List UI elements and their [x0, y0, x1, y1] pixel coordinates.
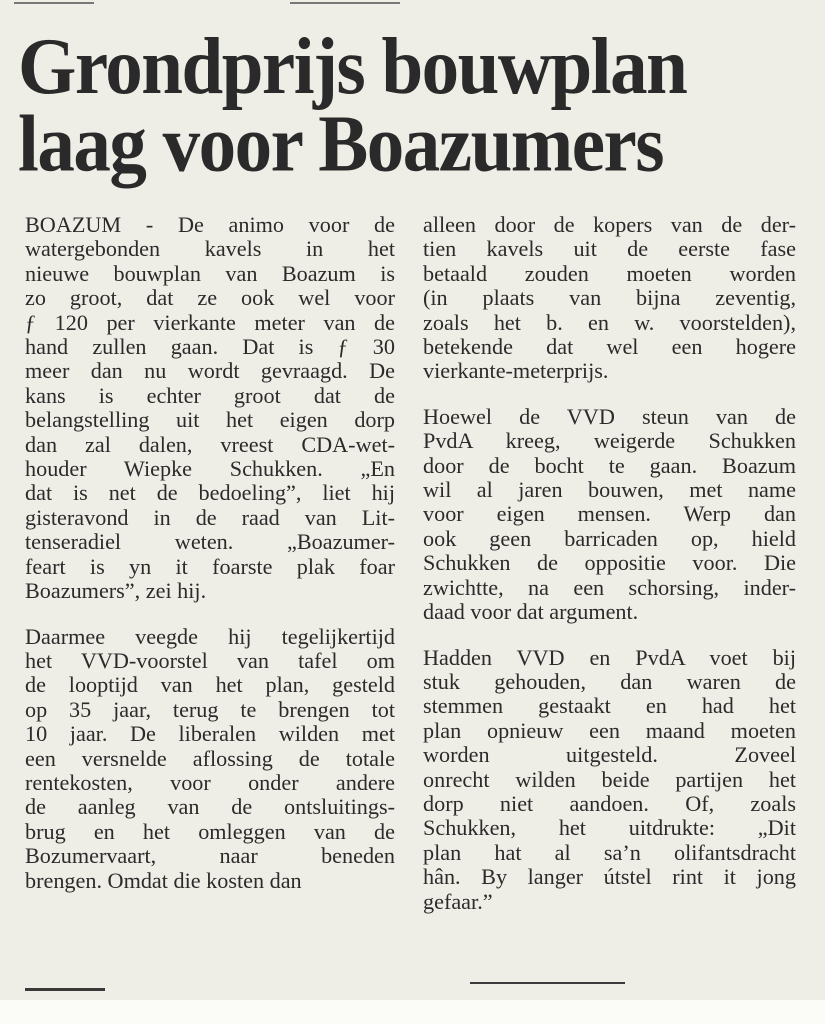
text-line: houder Wiepke Schukken. „En: [25, 456, 395, 482]
text-line: dat is net de bedoeling”, liet hij: [25, 480, 395, 506]
text-line: brug en het omleggen van de: [25, 818, 395, 844]
text-line: hand zullen gaan. Dat is ƒ 30: [25, 334, 395, 360]
text-line: 10 jaar. De liberalen wilden met: [25, 721, 395, 747]
text-line: voor eigen mensen. Werp dan: [423, 501, 796, 527]
text-line: wil al jaren bouwen, met name: [423, 477, 796, 503]
bottom-rule-left: [25, 988, 105, 991]
text-line: betaald zouden moeten worden: [423, 260, 796, 286]
text-line: watergebonden kavels in het: [25, 236, 395, 262]
text-line: zwichtte, na een schorsing, inder-: [423, 574, 796, 600]
text-line: plan opnieuw een maand moeten: [423, 717, 796, 743]
text-line: de aanleg van de ontsluitings-: [25, 794, 395, 820]
text-line: tien kavels uit de eerste fase: [423, 236, 796, 262]
text-line: nieuwe bouwplan van Boazum is: [25, 260, 395, 286]
paragraph: [25, 213, 395, 604]
text-line: Daarmee veegde hij tegelijkertijd: [25, 623, 395, 649]
left-column: [25, 213, 395, 914]
text-line: kans is echter groot dat de: [25, 382, 395, 408]
text-line: gisteravond in de raad van Lit-: [25, 504, 395, 530]
text-line: ook geen barricaden op, hield: [423, 525, 796, 551]
text-line: tenseradiel weten. „Boazumer-: [25, 529, 395, 555]
text-line: worden uitgesteld. Zoveel: [423, 742, 796, 768]
text-line: Bozumervaart, naar beneden: [25, 843, 395, 869]
text-line: zo groot, dat ze ook wel voor: [25, 285, 395, 311]
text-line: PvdA kreeg, weigerde Schukken: [423, 428, 796, 454]
top-rule-left: [14, 2, 94, 4]
right-column: [423, 213, 796, 935]
text-line: stemmen gestaakt en had het: [423, 693, 796, 719]
text-line: rentekosten, voor onder andere: [25, 769, 395, 795]
text-line: betekende dat wel een hogere: [423, 334, 796, 360]
headline-line-2: laag voor Boazumers: [18, 99, 664, 189]
text-line: de looptijd van het plan, gesteld: [25, 672, 395, 698]
text-line: dan zal dalen, vreest CDA-wet-: [25, 431, 395, 457]
text-line: BOAZUM - De animo voor de: [25, 212, 395, 237]
text-line: Schukken, het uitdrukte: „Dit: [423, 815, 796, 841]
headline: [18, 21, 808, 189]
text-line: Boazumers”, zei hij.: [25, 578, 207, 604]
text-line: alleen door de kopers van de der-: [423, 212, 796, 237]
text-line: brengen. Omdat die kosten dan: [25, 867, 302, 893]
text-line: gefaar.”: [423, 888, 493, 914]
text-line: dorp niet aandoen. Of, zoals: [423, 790, 796, 816]
text-line: Hoewel de VVD steun van de: [423, 403, 796, 429]
text-line: stuk gehouden, dan waren de: [423, 668, 796, 694]
text-line: Hadden VVD en PvdA voet bij: [423, 644, 796, 670]
paragraph: [423, 213, 796, 384]
text-line: zoals het b. en w. voorstelden),: [423, 309, 796, 335]
top-rule-center: [290, 2, 400, 4]
text-line: belangstelling uit het eigen dorp: [25, 407, 395, 433]
paragraph: [423, 646, 796, 914]
text-line: vierkante-meterprijs.: [423, 358, 609, 384]
text-line: op 35 jaar, terug te brengen tot: [25, 696, 395, 722]
text-line: (in plaats van bijna zeventig,: [423, 285, 796, 311]
text-line: het VVD-voorstel van tafel om: [25, 647, 395, 673]
bottom-rule-right: [470, 982, 625, 984]
text-line: ƒ 120 per vierkante meter van de: [25, 309, 395, 335]
text-line: door de bocht te gaan. Boazum: [423, 452, 796, 478]
paragraph: [423, 405, 796, 625]
text-line: plan hat al sa’n olifantsdracht: [423, 839, 796, 865]
text-line: hân. By langer útstel rint it jong: [423, 864, 796, 890]
text-line: daad voor dat argument.: [423, 599, 639, 625]
text-line: Schukken de oppositie voor. Die: [423, 550, 796, 576]
text-line: meer dan nu wordt gevraagd. De: [25, 358, 395, 384]
headline-line-1: Grondprijs bouwplan: [18, 21, 687, 112]
paragraph: [25, 625, 395, 893]
text-line: een versnelde aflossing de totale: [25, 745, 395, 771]
text-line: feart is yn it foarste plak foar: [25, 553, 395, 579]
text-line: onrecht wilden beide partijen het: [423, 766, 796, 792]
